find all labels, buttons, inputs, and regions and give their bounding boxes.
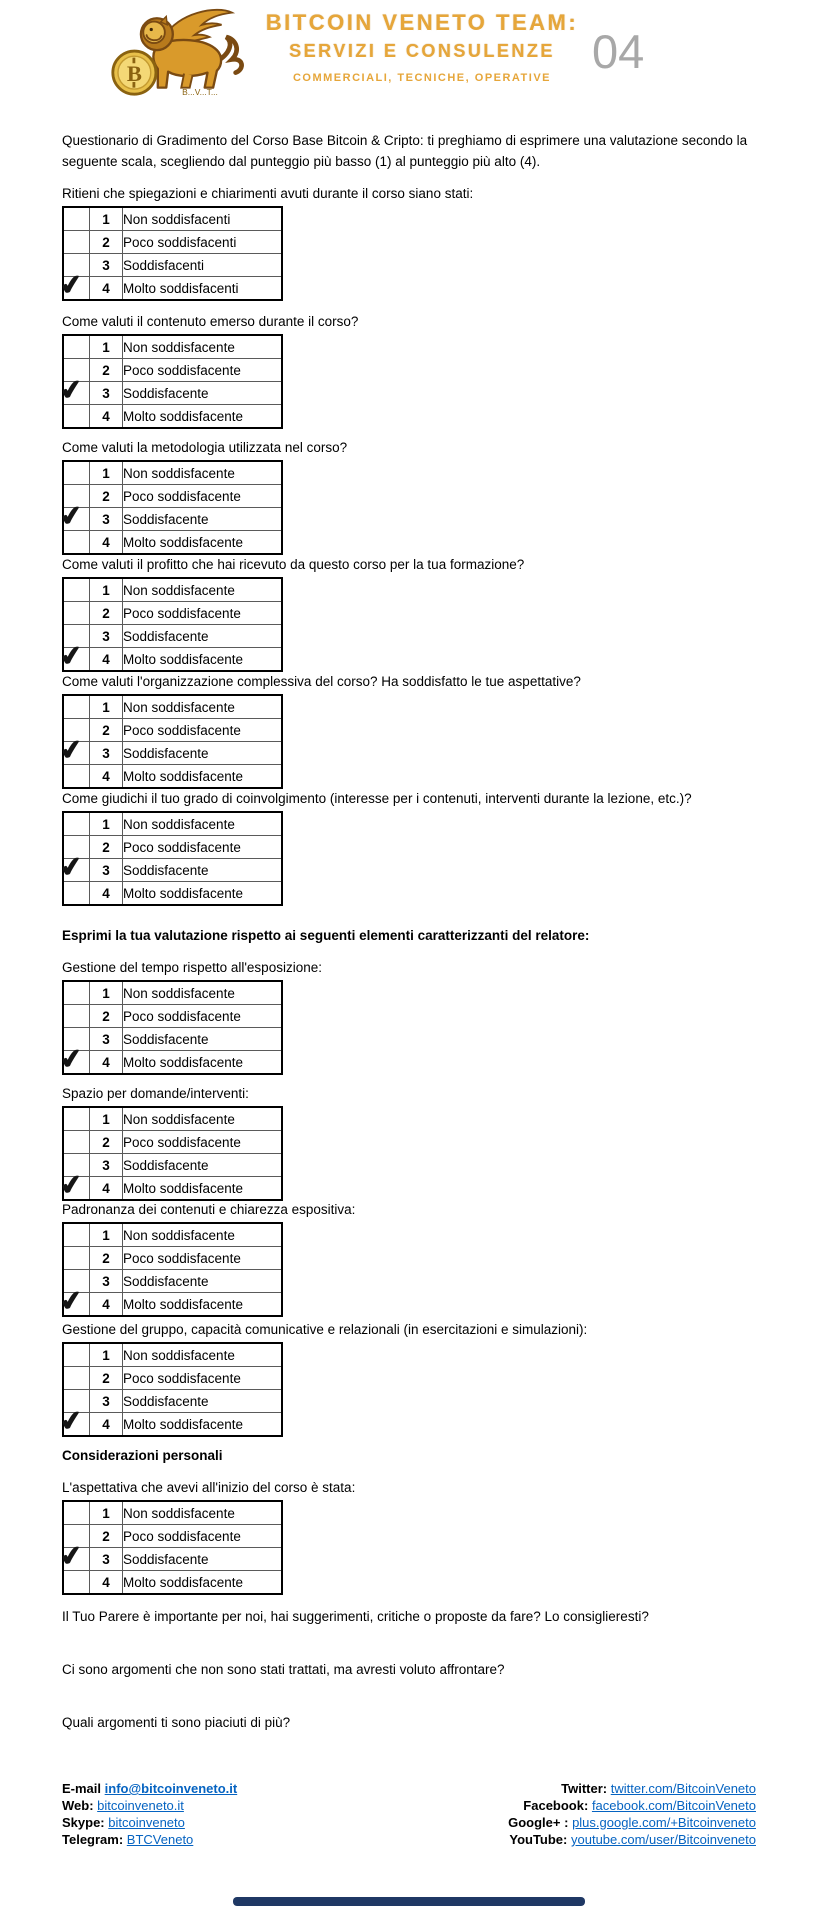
rating-row: [63, 625, 282, 648]
rating-table: [58, 577, 283, 673]
option-label: Poco soddisfacente: [123, 1131, 283, 1154]
option-number: 3: [90, 1390, 123, 1413]
rating-row: [63, 1051, 282, 1075]
question-block: [58, 791, 692, 906]
rating-row: [63, 335, 282, 359]
option-label: Soddisfacente: [123, 742, 283, 765]
rating-row: [63, 1501, 282, 1525]
section-heading: Considerazioni personali: [62, 1448, 223, 1463]
rating-row: [63, 359, 282, 382]
option-checkbox-cell[interactable]: [63, 882, 90, 906]
option-label: Molto soddisfacente: [123, 882, 283, 906]
option-label: Molto soddisfacente: [123, 1571, 283, 1595]
option-label: Non soddisfacente: [123, 695, 283, 719]
option-number: 4: [90, 405, 123, 429]
rating-table: [58, 1342, 283, 1438]
option-number: 3: [90, 859, 123, 882]
option-checkbox-cell[interactable]: [63, 836, 90, 859]
question-block: [58, 1086, 283, 1202]
question-block: [58, 1322, 588, 1438]
option-checkbox-cell[interactable]: [63, 578, 90, 602]
contact-line: [62, 1780, 237, 1797]
option-label: Molto soddisfacente: [123, 405, 283, 429]
option-label: Molto soddisfacente: [123, 1051, 283, 1075]
option-label: Non soddisfacente: [123, 578, 283, 602]
rating-table: [58, 980, 283, 1076]
section-heading: Esprimi la tua valutazione rispetto ai seguenti elementi caratterizzanti del relatore:: [62, 928, 590, 943]
option-checkbox-cell[interactable]: [63, 405, 90, 429]
option-label: Poco soddisfacente: [123, 836, 283, 859]
option-number: 2: [90, 1367, 123, 1390]
contact-label: YouTube:: [509, 1832, 568, 1847]
option-number: 4: [90, 1413, 123, 1437]
option-number: 4: [90, 1177, 123, 1201]
option-label: Soddisfacenti: [123, 254, 283, 277]
option-label: Soddisfacente: [123, 859, 283, 882]
rating-table: [58, 1500, 283, 1595]
option-label: Non soddisfacente: [123, 1501, 283, 1525]
rating-row: [63, 277, 282, 301]
option-number: 1: [90, 1343, 123, 1367]
checkmark-icon: ✔: [58, 499, 85, 533]
option-label: Non soddisfacente: [123, 1107, 283, 1131]
option-checkbox-cell[interactable]: [58, 1042, 90, 1076]
rating-row: [63, 882, 282, 906]
rating-row: [63, 1131, 282, 1154]
contact-link[interactable]: twitter.com/BitcoinVeneto: [610, 1781, 756, 1796]
contact-label: Facebook:: [523, 1798, 589, 1813]
question-text: Come valuti l'organizzazione complessiva del corso? Ha soddisfatto le tue aspettative?: [62, 674, 581, 689]
option-label: Soddisfacente: [123, 1390, 283, 1413]
option-label: Non soddisfacente: [123, 461, 283, 485]
option-checkbox-cell[interactable]: [58, 268, 90, 302]
option-checkbox-cell[interactable]: [58, 639, 90, 673]
option-checkbox-cell[interactable]: [63, 531, 90, 555]
option-label: Soddisfacente: [123, 508, 283, 531]
option-number: 2: [90, 1005, 123, 1028]
option-checkbox-cell[interactable]: [63, 1270, 90, 1293]
option-number: 1: [90, 981, 123, 1005]
rating-row: [63, 207, 282, 231]
rating-table: [58, 460, 283, 555]
rating-row: [63, 382, 282, 405]
question-text: L'aspettativa che avevi all'inizio del corso è stata:: [62, 1480, 356, 1495]
rating-row: [63, 981, 282, 1005]
checkmark-icon: ✔: [58, 639, 85, 673]
contact-link[interactable]: bitcoinveneto: [108, 1815, 185, 1830]
rating-table: [58, 206, 283, 302]
question-block: [58, 440, 348, 555]
logo-title: BITCOIN VENETO TEAM:: [265, 10, 579, 35]
rating-row: [63, 1343, 282, 1367]
contact-line: [62, 1814, 237, 1831]
rating-table: [58, 811, 283, 906]
rating-row: [63, 1223, 282, 1247]
rating-table: [58, 694, 283, 789]
rating-row: [63, 531, 282, 555]
option-number: 3: [90, 1028, 123, 1051]
rating-table: [58, 334, 283, 429]
rating-row: [63, 1367, 282, 1390]
rating-row: [63, 1107, 282, 1131]
option-number: 4: [90, 1051, 123, 1075]
question-block: [58, 186, 474, 302]
option-checkbox-cell[interactable]: [63, 695, 90, 719]
option-number: 3: [90, 1270, 123, 1293]
option-number: 1: [90, 578, 123, 602]
option-number: 2: [90, 1247, 123, 1270]
rating-row: [63, 836, 282, 859]
checkmark-icon: ✔: [58, 850, 85, 884]
checkmark-icon: ✔: [58, 1042, 85, 1076]
option-label: Molto soddisfacente: [123, 765, 283, 789]
option-number: 2: [90, 1525, 123, 1548]
question-block: [58, 1480, 356, 1595]
option-number: 4: [90, 277, 123, 301]
rating-row: [63, 1247, 282, 1270]
option-number: 4: [90, 765, 123, 789]
contact-link[interactable]: plus.google.com/+Bitcoinveneto: [572, 1815, 756, 1830]
option-number: 3: [90, 742, 123, 765]
checkmark-icon: ✔: [58, 1404, 85, 1438]
option-checkbox-cell[interactable]: [58, 373, 90, 407]
option-number: 2: [90, 836, 123, 859]
checkmark-icon: ✔: [58, 373, 85, 407]
option-number: 1: [90, 335, 123, 359]
option-number: 2: [90, 719, 123, 742]
contact-label: Web:: [62, 1798, 94, 1813]
option-number: 4: [90, 648, 123, 672]
rating-table: [58, 1222, 283, 1318]
contact-label: Twitter:: [561, 1781, 608, 1796]
option-number: 2: [90, 231, 123, 254]
contact-link[interactable]: bitcoinveneto.it: [97, 1798, 184, 1813]
option-label: Soddisfacente: [123, 625, 283, 648]
option-checkbox-cell[interactable]: [63, 1343, 90, 1367]
bitcoin-symbol: B: [126, 61, 142, 87]
rating-row: [63, 1390, 282, 1413]
option-number: 1: [90, 812, 123, 836]
rating-row: [63, 1293, 282, 1317]
rating-row: [63, 1571, 282, 1595]
question-text: Gestione del gruppo, capacità comunicative e relazionali (in esercitazioni e simulazioni):: [62, 1322, 588, 1337]
contact-line: [508, 1814, 756, 1831]
question-text: Come giudichi il tuo grado di coinvolgimento (interesse per i contenuti, interventi durante la lezione, etc.)?: [62, 791, 692, 806]
option-number: 1: [90, 461, 123, 485]
logo-tagline: COMMERCIALI, TECNICHE, OPERATIVE: [292, 72, 552, 84]
option-checkbox-cell[interactable]: [58, 1168, 90, 1202]
option-number: 3: [90, 254, 123, 277]
checkmark-icon: ✔: [58, 1284, 85, 1318]
option-checkbox-cell[interactable]: [63, 1525, 90, 1548]
option-label: Molto soddisfacente: [123, 1413, 283, 1437]
option-label: Poco soddisfacente: [123, 1525, 283, 1548]
rating-row: [63, 485, 282, 508]
rating-row: [63, 602, 282, 625]
option-label: Poco soddisfacenti: [123, 231, 283, 254]
option-number: 2: [90, 602, 123, 625]
option-label: Poco soddisfacente: [123, 485, 283, 508]
rating-row: [63, 1154, 282, 1177]
option-number: 1: [90, 1223, 123, 1247]
option-checkbox-cell[interactable]: [63, 1367, 90, 1390]
rating-row: [63, 461, 282, 485]
option-label: Poco soddisfacente: [123, 719, 283, 742]
option-number: 3: [90, 1154, 123, 1177]
checkmark-icon: ✔: [58, 268, 85, 302]
option-checkbox-cell[interactable]: [58, 1404, 90, 1438]
contact-line: [508, 1797, 756, 1814]
option-checkbox-cell[interactable]: [63, 1390, 90, 1413]
option-label: Poco soddisfacente: [123, 1367, 283, 1390]
rating-row: [63, 812, 282, 836]
option-checkbox-cell[interactable]: [63, 335, 90, 359]
checkmark-icon: ✔: [58, 1539, 85, 1573]
question-text: Padronanza dei contenuti e chiarezza espositiva:: [62, 1202, 356, 1217]
footer-contact-right: [508, 1780, 756, 1848]
open-question-text: Quali argomenti ti sono piaciuti di più?: [62, 1715, 291, 1730]
checkmark-icon: ✔: [58, 1168, 85, 1202]
open-question-text: Il Tuo Parere è importante per noi, hai suggerimenti, critiche o proposte da fare? Lo consiglieresti?: [62, 1609, 649, 1624]
option-number: 4: [90, 531, 123, 555]
option-checkbox-cell[interactable]: [63, 625, 90, 648]
contact-label: Skype:: [62, 1815, 105, 1830]
option-label: Poco soddisfacente: [123, 602, 283, 625]
option-checkbox-cell[interactable]: [58, 1284, 90, 1318]
option-number: 2: [90, 359, 123, 382]
question-text: Spazio per domande/interventi:: [62, 1086, 249, 1101]
rating-row: [63, 1270, 282, 1293]
question-text: Ritieni che spiegazioni e chiarimenti avuti durante il corso siano stati:: [62, 186, 474, 201]
option-label: Non soddisfacente: [123, 812, 283, 836]
option-number: 1: [90, 207, 123, 231]
rating-row: [63, 648, 282, 672]
rating-row: [63, 254, 282, 277]
option-number: 1: [90, 695, 123, 719]
rating-row: [63, 859, 282, 882]
option-number: 3: [90, 1548, 123, 1571]
option-checkbox-cell[interactable]: [63, 981, 90, 1005]
rating-row: [63, 231, 282, 254]
option-label: Non soddisfacente: [123, 981, 283, 1005]
rating-row: [63, 578, 282, 602]
option-checkbox-cell[interactable]: [63, 461, 90, 485]
question-block: [58, 674, 581, 789]
option-label: Soddisfacente: [123, 1548, 283, 1571]
rating-row: [63, 765, 282, 789]
option-label: Molto soddisfacente: [123, 1293, 283, 1317]
option-label: Poco soddisfacente: [123, 1005, 283, 1028]
option-label: Molto soddisfacente: [123, 531, 283, 555]
contact-label: Telegram:: [62, 1832, 124, 1847]
contact-link[interactable]: youtube.com/user/Bitcoinveneto: [571, 1832, 756, 1847]
option-checkbox-cell[interactable]: [63, 1247, 90, 1270]
option-number: 2: [90, 485, 123, 508]
contact-link[interactable]: facebook.com/BitcoinVeneto: [591, 1798, 756, 1813]
option-checkbox-cell[interactable]: [63, 485, 90, 508]
rating-row: [63, 1413, 282, 1437]
checkmark-icon: ✔: [58, 733, 85, 767]
question-text: Gestione del tempo rispetto all'esposizione:: [62, 960, 322, 975]
option-label: Soddisfacente: [123, 1028, 283, 1051]
rating-row: [63, 1028, 282, 1051]
contact-label: E-mail: [62, 1781, 102, 1796]
option-checkbox-cell[interactable]: [63, 231, 90, 254]
option-label: Molto soddisfacente: [123, 648, 283, 672]
question-text: Come valuti la metodologia utilizzata nel corso?: [62, 440, 348, 455]
option-label: Non soddisfacente: [123, 1223, 283, 1247]
option-label: Non soddisfacente: [123, 335, 283, 359]
option-label: Non soddisfacente: [123, 1343, 283, 1367]
rating-row: [63, 405, 282, 429]
rating-row: [63, 1525, 282, 1548]
option-number: 1: [90, 1107, 123, 1131]
rating-row: [63, 742, 282, 765]
option-checkbox-cell[interactable]: [63, 1107, 90, 1131]
option-checkbox-cell[interactable]: [63, 719, 90, 742]
contact-line: [508, 1831, 756, 1848]
rating-row: [63, 719, 282, 742]
option-number: 3: [90, 382, 123, 405]
option-checkbox-cell[interactable]: [63, 254, 90, 277]
option-checkbox-cell[interactable]: [63, 765, 90, 789]
option-checkbox-cell[interactable]: [63, 812, 90, 836]
option-checkbox-cell[interactable]: [58, 1539, 90, 1573]
contact-line: [508, 1780, 756, 1797]
option-label: Molto soddisfacenti: [123, 277, 283, 301]
rating-row: [63, 1005, 282, 1028]
option-label: Molto soddisfacente: [123, 1177, 283, 1201]
option-checkbox-cell[interactable]: [63, 1571, 90, 1595]
option-checkbox-cell[interactable]: [58, 850, 90, 884]
question-text: Come valuti il contenuto emerso durante il corso?: [62, 314, 359, 329]
option-checkbox-cell[interactable]: [63, 1223, 90, 1247]
contact-label: Google+ :: [508, 1815, 569, 1830]
bottom-bar: [233, 1897, 585, 1906]
option-number: 4: [90, 1293, 123, 1317]
option-label: Poco soddisfacente: [123, 359, 283, 382]
option-number: 3: [90, 625, 123, 648]
option-checkbox-cell[interactable]: [63, 1154, 90, 1177]
question-text: Come valuti il profitto che hai ricevuto da questo corso per la tua formazione?: [62, 557, 525, 572]
rating-row: [63, 1177, 282, 1201]
rating-table: [58, 1106, 283, 1202]
rating-row: [63, 508, 282, 531]
contact-link[interactable]: info@bitcoinveneto.it: [104, 1781, 238, 1796]
option-label: Soddisfacente: [123, 382, 283, 405]
open-question-text: Ci sono argomenti che non sono stati trattati, ma avresti voluto affrontare?: [62, 1662, 505, 1677]
option-checkbox-cell[interactable]: [63, 1131, 90, 1154]
option-number: 1: [90, 1501, 123, 1525]
contact-link[interactable]: BTCVeneto: [126, 1832, 194, 1847]
option-label: Soddisfacente: [123, 1154, 283, 1177]
question-block: [58, 1202, 356, 1318]
question-block: [58, 314, 359, 429]
option-checkbox-cell[interactable]: [63, 1501, 90, 1525]
option-checkbox-cell[interactable]: [63, 602, 90, 625]
option-label: Non soddisfacenti: [123, 207, 283, 231]
option-label: Poco soddisfacente: [123, 1247, 283, 1270]
option-checkbox-cell[interactable]: [63, 1028, 90, 1051]
contact-line: [62, 1797, 237, 1814]
option-checkbox-cell[interactable]: [63, 207, 90, 231]
rating-row: [63, 695, 282, 719]
question-block: [58, 960, 322, 1076]
option-checkbox-cell[interactable]: [58, 733, 90, 767]
option-number: 4: [90, 882, 123, 906]
rating-row: [63, 1548, 282, 1571]
logo-monogram: B...V...T...: [182, 87, 218, 98]
option-number: 4: [90, 1571, 123, 1595]
option-label: Soddisfacente: [123, 1270, 283, 1293]
option-checkbox-cell[interactable]: [58, 499, 90, 533]
option-checkbox-cell[interactable]: [63, 359, 90, 382]
option-number: 2: [90, 1131, 123, 1154]
option-checkbox-cell[interactable]: [63, 1005, 90, 1028]
question-block: [58, 557, 525, 673]
intro-text: Questionario di Gradimento del Corso Base Bitcoin & Cripto: ti preghiamo di esprimere una valutazione secondo la seguente scala, scegliendo dal punteggio più basso (1) al punteggio più alto (4).: [62, 133, 748, 169]
contact-line: [62, 1831, 237, 1848]
option-number: 3: [90, 508, 123, 531]
logo-subtitle: SERVIZI E CONSULENZE: [289, 41, 555, 61]
footer-contact-left: [62, 1780, 237, 1848]
page-number: 04: [592, 25, 645, 78]
